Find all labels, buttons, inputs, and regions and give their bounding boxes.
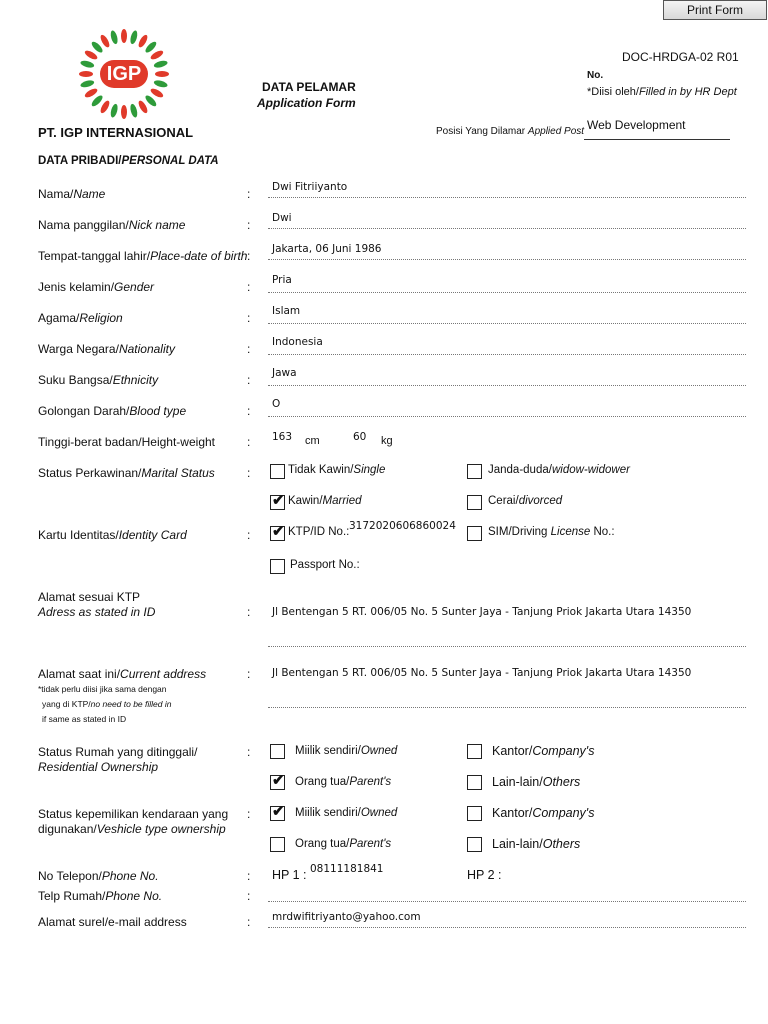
- name-field[interactable]: Dwi Fitriiyanto: [272, 181, 348, 193]
- single-option-en: Single: [353, 464, 386, 476]
- vehicle-company-checkbox[interactable]: [467, 806, 482, 821]
- residence-owned-en: Owned: [360, 745, 398, 757]
- gender-field[interactable]: Pria: [272, 274, 292, 286]
- vehicle-colon: :: [247, 807, 251, 821]
- address-current-field[interactable]: Jl Bentengan 5 RT. 006/05 No. 5 Sunter Jaya - Tanjung Priok Jakarta Utara 14350: [272, 667, 692, 679]
- logo-ray: [149, 87, 164, 99]
- check-mark-icon: ✔: [272, 523, 285, 540]
- logo-ray: [80, 79, 95, 88]
- identity-label-id: Kartu Identitas/: [38, 528, 119, 542]
- logo-ray: [84, 49, 99, 61]
- religion-label-id: Agama/: [38, 311, 80, 325]
- name-colon: :: [247, 187, 251, 201]
- phone-label-en: Phone No.: [101, 869, 159, 883]
- vehicle-parents-en: Parent's: [349, 838, 392, 850]
- residence-company-id: Kantor/: [492, 744, 533, 758]
- blood-label-en: Blood type: [129, 404, 187, 418]
- address-note-3: if same as stated in ID: [42, 714, 127, 724]
- residence-label-1: Status Rumah yang ditinggali/: [38, 745, 198, 759]
- vehicle-others-en: Others: [542, 837, 581, 851]
- number-label: No.: [587, 70, 604, 81]
- birth-label: [38, 249, 247, 263]
- widow-option: [488, 464, 630, 476]
- company-logo: [78, 28, 170, 120]
- vehicle-label-1: Status kepemilikan kendaraan yang: [38, 807, 229, 821]
- nick-colon: :: [247, 218, 251, 232]
- passport-label: Passport No.:: [290, 559, 360, 571]
- nick-label-en: Nick name: [128, 218, 186, 232]
- ethnicity-colon: :: [247, 373, 251, 387]
- email-colon: :: [247, 915, 251, 929]
- home-phone-label-id: Telp Rumah/: [38, 889, 106, 903]
- vehicle-others-id: Lain-lain/: [492, 837, 543, 851]
- logo-ray: [84, 87, 99, 99]
- vehicle-parents-id: Orang tua/: [295, 838, 350, 850]
- gender-label-en: Gender: [114, 280, 155, 294]
- gender-colon: :: [247, 280, 251, 294]
- logo-ray: [137, 99, 149, 114]
- residence-company-en: Company's: [532, 744, 595, 758]
- weight-field[interactable]: 60: [353, 431, 367, 443]
- phone-colon: :: [247, 869, 251, 883]
- check-mark-icon: ✔: [272, 803, 285, 820]
- residence-others-option: [492, 775, 580, 789]
- residence-owned-checkbox[interactable]: [270, 744, 285, 759]
- residence-owned-id: Miilik sendiri/: [295, 745, 361, 757]
- ethnicity-label: [38, 373, 158, 387]
- nick-line: [268, 228, 746, 229]
- nationality-label: [38, 342, 175, 356]
- name-label: [38, 187, 105, 201]
- divorced-option: [488, 495, 562, 507]
- ktp-number-field[interactable]: 3172020606860024: [349, 520, 456, 532]
- residence-others-checkbox[interactable]: [467, 775, 482, 790]
- print-form-button[interactable]: Print Form: [663, 0, 767, 20]
- marital-label-en: Marital Status: [141, 466, 215, 480]
- birth-label-id: Tempat-tanggal lahir/: [38, 249, 151, 263]
- applied-post-field[interactable]: Web Development: [587, 118, 686, 132]
- address-note-2b: no need to be filled in: [90, 699, 172, 709]
- logo-ray: [129, 30, 138, 45]
- married-checkbox[interactable]: [270, 492, 285, 510]
- widow-option-id: Janda-duda/: [488, 464, 552, 476]
- vehicle-label-2a: digunakan/: [38, 822, 97, 836]
- vehicle-parents-option: [295, 838, 391, 850]
- address-current-line: [268, 707, 746, 708]
- vehicle-owned-en: Owned: [360, 807, 398, 819]
- married-option: [288, 495, 362, 507]
- residence-others-id: Lain-lain/: [492, 775, 543, 789]
- logo-ray: [144, 40, 158, 54]
- religion-label: [38, 311, 123, 325]
- single-checkbox[interactable]: [270, 464, 285, 479]
- applied-post-underline: [584, 139, 730, 140]
- blood-field[interactable]: O: [272, 398, 281, 410]
- height-weight-colon: :: [247, 435, 251, 449]
- nationality-colon: :: [247, 342, 251, 356]
- ethnicity-field[interactable]: Jawa: [272, 367, 297, 379]
- phone-label-id: No Telepon/: [38, 869, 102, 883]
- logo-ray: [90, 40, 104, 54]
- logo-ray: [80, 59, 95, 68]
- residence-parents-en: Parent's: [349, 776, 392, 788]
- residence-parents-option: [295, 776, 391, 788]
- sim-label-c: No.:: [590, 526, 615, 538]
- vehicle-parents-checkbox[interactable]: [270, 837, 285, 852]
- logo-ray: [99, 99, 111, 114]
- residence-parents-checkbox[interactable]: [270, 772, 285, 790]
- form-title: DATA PELAMAR: [262, 80, 356, 94]
- logo-text: IGP: [100, 60, 148, 88]
- birth-label-en: Place-date of birth: [150, 249, 248, 263]
- logo-ray: [153, 59, 168, 68]
- weight-unit: kg: [381, 435, 393, 447]
- address-current-colon: :: [247, 667, 251, 681]
- residence-company-option: [492, 744, 594, 758]
- gender-label-id: Jenis kelamin/: [38, 280, 115, 294]
- name-line: [268, 197, 746, 198]
- home-phone-colon: :: [247, 889, 251, 903]
- single-option: [288, 464, 385, 476]
- identity-colon: :: [247, 528, 251, 542]
- ktp-checkbox[interactable]: [270, 523, 285, 541]
- email-label: Alamat surel/e-mail address: [38, 915, 187, 929]
- logo-ray: [79, 71, 93, 77]
- height-field[interactable]: 163: [272, 431, 293, 443]
- marital-label-id: Status Perkawinan/: [38, 466, 142, 480]
- sim-label-a: SIM/Driving: [488, 526, 551, 538]
- residence-label-2: Residential Ownership: [38, 760, 159, 774]
- blood-colon: :: [247, 404, 251, 418]
- vehicle-company-en: Company's: [532, 806, 595, 820]
- address-ktp-colon: :: [247, 605, 251, 619]
- birth-field[interactable]: Jakarta, 06 Juni 1986: [272, 243, 382, 255]
- blood-label-id: Golongan Darah/: [38, 404, 130, 418]
- ethnicity-label-id: Suku Bangsa/: [38, 373, 113, 387]
- marital-colon: :: [247, 466, 251, 480]
- home-phone-line: [268, 901, 746, 902]
- logo-ray: [129, 103, 138, 118]
- gender-line: [268, 292, 746, 293]
- phone-label: [38, 869, 159, 883]
- vehicle-company-id: Kantor/: [492, 806, 533, 820]
- section-title: [38, 155, 219, 167]
- religion-colon: :: [247, 311, 251, 325]
- logo-ray: [137, 34, 149, 49]
- nick-field[interactable]: Dwi: [272, 212, 292, 224]
- address-ktp-label-id: Alamat sesuai KTP: [38, 590, 141, 604]
- applied-post-id: Posisi Yang Dilamar: [436, 126, 526, 137]
- logo-ray: [121, 105, 127, 119]
- residence-parents-id: Orang tua/: [295, 776, 350, 788]
- hr-note-id: *Diisi oleh/: [587, 86, 639, 98]
- vehicle-label-2: [38, 822, 226, 836]
- applied-post-label: [436, 126, 584, 137]
- name-label-en: Name: [73, 187, 106, 201]
- vehicle-label-2b: Veshicle type ownership: [96, 822, 226, 836]
- check-mark-icon: ✔: [272, 492, 285, 509]
- logo-ray: [153, 79, 168, 88]
- ethnicity-line: [268, 385, 746, 386]
- home-phone-label-en: Phone No.: [105, 889, 163, 903]
- logo-ray: [121, 29, 127, 43]
- residence-others-en: Others: [542, 775, 581, 789]
- home-phone-label: [38, 889, 162, 903]
- address-current-label: [38, 667, 206, 681]
- address-ktp-label-en: Adress as stated in ID: [38, 605, 156, 619]
- logo-ray: [109, 30, 118, 45]
- widow-option-en: widow-widower: [551, 464, 630, 476]
- vehicle-company-option: [492, 806, 594, 820]
- birth-line: [268, 259, 746, 260]
- address-ktp-field[interactable]: Jl Bentengan 5 RT. 006/05 No. 5 Sunter Jaya - Tanjung Priok Jakarta Utara 14350: [272, 606, 692, 618]
- hp2-label: HP 2 :: [467, 868, 502, 882]
- section-title-id: DATA PRIBADI/: [38, 155, 122, 167]
- vehicle-owned-checkbox[interactable]: [270, 803, 285, 821]
- hr-note-en: Filled in by HR Dept: [638, 86, 737, 98]
- hp1-label: HP 1 :: [272, 868, 307, 882]
- gender-label: [38, 280, 154, 294]
- address-ktp-line: [268, 646, 746, 647]
- address-note-2: [42, 699, 171, 709]
- nationality-label-id: Warga Negara/: [38, 342, 119, 356]
- identity-label: [38, 528, 187, 542]
- nick-label: [38, 218, 185, 232]
- check-mark-icon: ✔: [272, 772, 285, 789]
- nick-label-id: Nama panggilan/: [38, 218, 129, 232]
- vehicle-owned-option: [295, 807, 397, 819]
- email-line: [268, 927, 746, 928]
- divorced-checkbox[interactable]: [467, 495, 482, 510]
- religion-label-en: Religion: [79, 311, 123, 325]
- widow-checkbox[interactable]: [467, 464, 482, 479]
- residence-owned-option: [295, 745, 397, 757]
- hp1-field[interactable]: 08111181841: [310, 863, 384, 875]
- address-current-label-en: Current address: [120, 667, 207, 681]
- form-subtitle: Application Form: [257, 96, 356, 110]
- document-code: DOC-HRDGA-02 R01: [622, 50, 739, 64]
- nationality-line: [268, 354, 746, 355]
- nationality-label-en: Nationality: [118, 342, 175, 356]
- address-note-2a: yang di KTP/: [42, 699, 91, 709]
- ktp-label: KTP/ID No.:: [288, 526, 350, 538]
- sim-label: [488, 526, 615, 538]
- logo-ray: [109, 103, 118, 118]
- ethnicity-label-en: Ethnicity: [112, 373, 159, 387]
- name-label-id: Nama/: [38, 187, 74, 201]
- marital-label: [38, 466, 215, 480]
- married-option-en: Married: [322, 495, 362, 507]
- logo-ray: [149, 49, 164, 61]
- residence-company-checkbox[interactable]: [467, 744, 482, 759]
- single-option-id: Tidak Kawin/: [288, 464, 354, 476]
- vehicle-others-option: [492, 837, 580, 851]
- applied-post-en: Applied Post: [527, 126, 585, 137]
- married-option-id: Kawin/: [288, 495, 323, 507]
- vehicle-others-checkbox[interactable]: [467, 837, 482, 852]
- blood-line: [268, 416, 746, 417]
- identity-label-en: Identity Card: [118, 528, 187, 542]
- address-note-1: *tidak perlu diisi jika sama dengan: [38, 684, 167, 694]
- birth-colon: :: [247, 249, 251, 263]
- logo-ray: [90, 94, 104, 108]
- company-name: PT. IGP INTERNASIONAL: [38, 125, 194, 140]
- height-weight-label: Tinggi-berat badan/Height-weight: [38, 435, 215, 449]
- divorced-option-en: divorced: [518, 495, 563, 507]
- email-field[interactable]: mrdwifitriyanto@yahoo.com: [272, 911, 421, 923]
- logo-ray: [144, 94, 158, 108]
- sim-checkbox[interactable]: [467, 526, 482, 541]
- nationality-field[interactable]: Indonesia: [272, 336, 323, 348]
- section-title-en: PERSONAL DATA: [121, 155, 219, 167]
- hr-note: [587, 86, 737, 98]
- logo-ray: [99, 34, 111, 49]
- height-unit: cm: [305, 435, 320, 447]
- religion-field[interactable]: Islam: [272, 305, 301, 317]
- vehicle-owned-id: Miilik sendiri/: [295, 807, 361, 819]
- blood-label: [38, 404, 186, 418]
- logo-ray: [155, 71, 169, 77]
- residence-colon: :: [247, 745, 251, 759]
- sim-label-b: License: [550, 526, 591, 538]
- divorced-option-id: Cerai/: [488, 495, 519, 507]
- religion-line: [268, 323, 746, 324]
- passport-checkbox[interactable]: [270, 559, 285, 574]
- address-current-label-id: Alamat saat ini/: [38, 667, 121, 681]
